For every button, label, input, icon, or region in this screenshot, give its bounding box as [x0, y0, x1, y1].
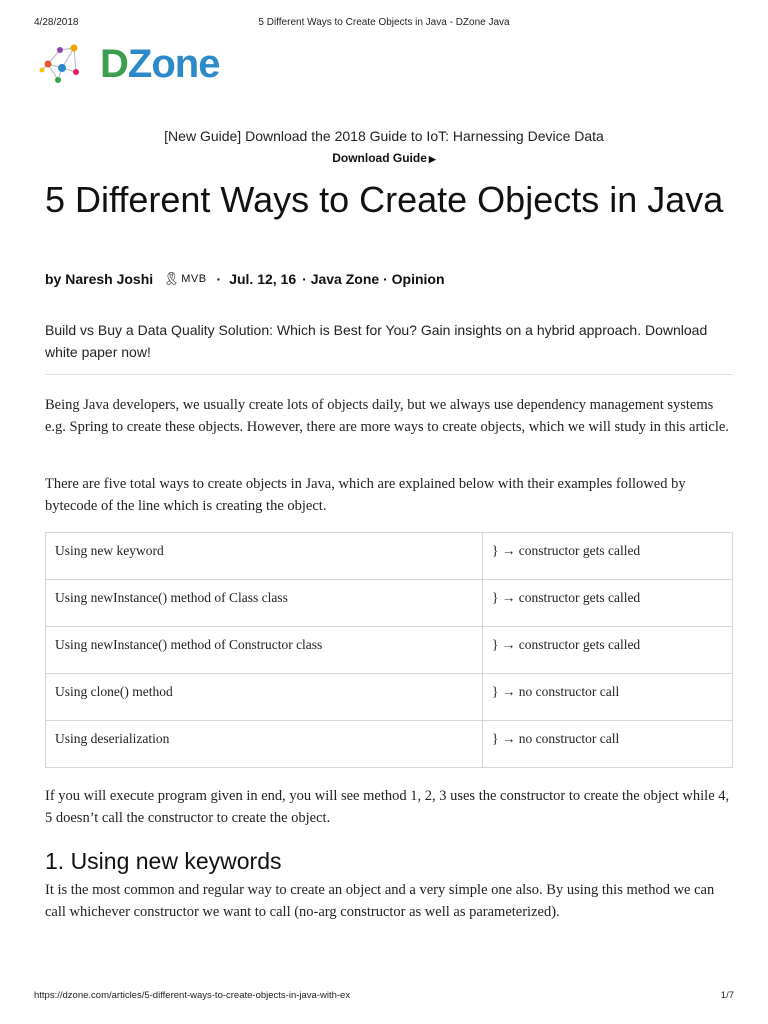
- table-cell: Using new keyword: [46, 533, 483, 580]
- paragraph-five-ways: There are five total ways to create objects in Java, which are explained below with their examples followed by bytecode of the line which is creating the object.: [45, 476, 686, 514]
- promo-text[interactable]: [New Guide] Download the 2018 Guide to IoT: Harnessing Device Data: [164, 128, 604, 144]
- table-row: [46, 674, 733, 721]
- paragraph-intro: Being Java developers, we usually create lots of objects daily, but we always use dependency management systems e.g. Spring to create these objects. However, there are more ways to create objects, which we will study in this article.: [45, 397, 729, 435]
- byline-dot: ·: [379, 271, 392, 287]
- table-cell: Using newInstance() method of Class class: [46, 580, 483, 627]
- print-url: https://dzone.com/articles/5-different-ways-to-create-objects-in-java-with-ex: [34, 990, 351, 1001]
- page-number: 1/7: [720, 990, 734, 1001]
- dzone-wordmark: DZone: [100, 42, 220, 86]
- dzone-logo[interactable]: [38, 42, 219, 86]
- author-link[interactable]: Naresh Joshi: [65, 271, 154, 287]
- category-link[interactable]: Opinion: [391, 271, 445, 287]
- table-cell: } → no constructor call: [483, 674, 733, 721]
- paragraph-constructor-note: If you will execute program given in end, you will see method 1, 2, 3 uses the constructor to create the object while 4, 5 doesn’t call the constructor to create the object.: [45, 788, 730, 826]
- table-cell: } → no constructor call: [483, 721, 733, 768]
- table-row: [46, 533, 733, 580]
- table-cell: Using deserialization: [46, 721, 483, 768]
- table-cell: Using clone() method: [46, 674, 483, 721]
- print-footer: [34, 990, 734, 1004]
- content-divider: [45, 374, 733, 375]
- byline-separator: ·: [216, 271, 222, 287]
- print-header: [34, 17, 734, 31]
- dzone-network-icon: [38, 42, 96, 86]
- publish-date: Jul. 12, 16: [229, 271, 297, 287]
- mvb-badge: 🎗 MVB: [163, 271, 207, 286]
- byline-dot: ·: [302, 271, 311, 287]
- play-arrow-icon: ▶: [428, 154, 436, 164]
- award-ribbon-icon: 🎗: [163, 271, 181, 286]
- article-title: 5 Different Ways to Create Objects in Java: [45, 179, 724, 220]
- table-cell: Using newInstance() method of Constructor class: [46, 627, 483, 674]
- paragraph-new-keyword: It is the most common and regular way to create an object and a very simple one also. By using this method we can call whichever constructor we want to call (no-arg constructor as well as parameterized).: [45, 882, 715, 920]
- section-heading: 1. Using new keywords: [45, 848, 282, 874]
- print-title: 5 Different Ways to Create Objects in Java - DZone Java: [258, 17, 510, 28]
- print-date: 4/28/2018: [34, 17, 79, 28]
- zone-link[interactable]: Java Zone: [310, 271, 380, 287]
- download-guide-link[interactable]: Download Guide ▶: [332, 151, 436, 165]
- byline-prefix: by: [45, 271, 62, 287]
- methods-table: [45, 532, 733, 768]
- byline: [45, 271, 445, 287]
- table-row: [46, 580, 733, 627]
- promo-banner: [0, 127, 768, 165]
- table-row: [46, 627, 733, 674]
- sponsor-message[interactable]: Build vs Buy a Data Quality Solution: Which is Best for You? Gain insights on a hybrid approach. Download white paper now!: [45, 322, 708, 360]
- table-row: [46, 721, 733, 768]
- table-cell: } → constructor gets called: [483, 627, 733, 674]
- table-cell: } → constructor gets called: [483, 580, 733, 627]
- table-cell: } → constructor gets called: [483, 533, 733, 580]
